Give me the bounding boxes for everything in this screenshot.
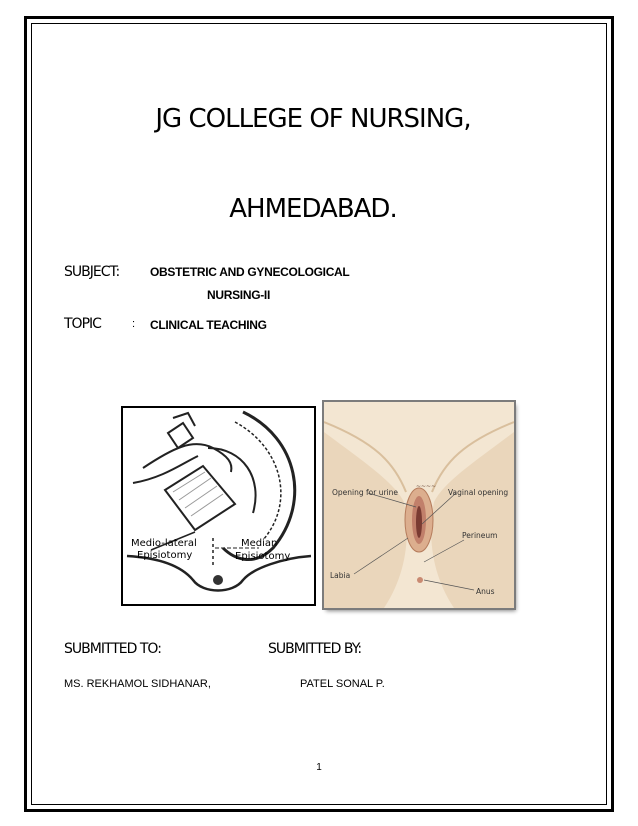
subject-label: SUBJECT:: [64, 264, 120, 280]
mediolateral-label-2: Episiotomy: [137, 550, 193, 561]
topic-value: CLINICAL TEACHING: [150, 318, 267, 332]
page-number: 1: [316, 762, 322, 773]
anatomy-figure: [324, 402, 514, 608]
college-city: AHMEDABAD.: [229, 194, 397, 224]
urine-opening-label: Opening for urine: [332, 488, 398, 497]
perineum-label: Perineum: [462, 531, 498, 540]
episiotomy-drawing: [123, 408, 314, 604]
subject-value-line2: NURSING-II: [207, 288, 271, 302]
median-label-2: Episiotomy: [235, 551, 291, 562]
submitted-to-value: MS. REKHAMOL SIDHANAR,: [64, 678, 211, 690]
submitted-to-label: SUBMITTED TO:: [64, 641, 161, 657]
svg-text:~~~~: ~~~~: [416, 483, 437, 490]
median-label-1: Median: [241, 538, 278, 549]
vaginal-opening-label: Vaginal opening: [448, 488, 509, 497]
submitted-by-label: SUBMITTED BY:: [268, 641, 362, 657]
topic-separator: :: [132, 318, 136, 330]
episiotomy-figure: [121, 406, 316, 606]
labia-label: Labia: [330, 571, 351, 580]
topic-label: TOPIC: [64, 316, 101, 332]
subject-value-line1: OBSTETRIC AND GYNECOLOGICAL: [150, 265, 350, 279]
anatomy-drawing: [324, 402, 514, 608]
mediolateral-label-1: Medio-lateral: [131, 538, 197, 549]
anus-label: Anus: [476, 587, 495, 596]
college-title: JG COLLEGE OF NURSING,: [155, 104, 471, 134]
submitted-by-value: PATEL SONAL P.: [300, 678, 385, 690]
